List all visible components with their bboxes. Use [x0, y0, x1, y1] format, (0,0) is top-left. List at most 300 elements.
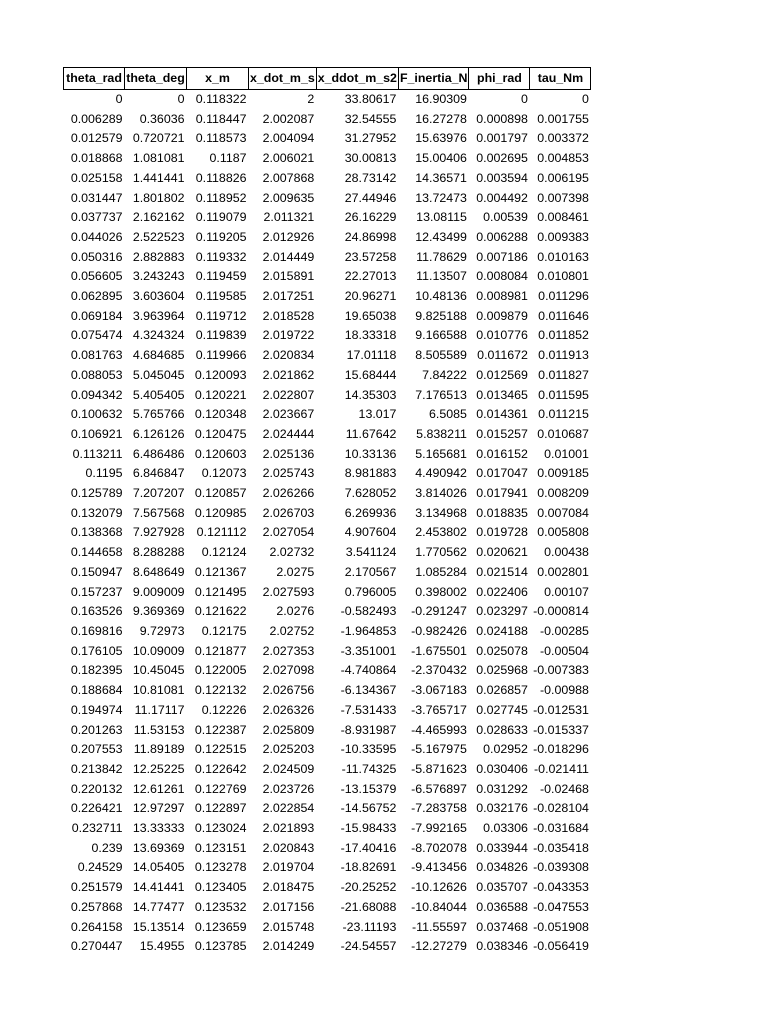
table-cell[interactable]: -0.982426	[411, 623, 467, 638]
table-cell[interactable]: 0.119332	[195, 249, 247, 264]
table-cell[interactable]: 2.012926	[262, 229, 315, 244]
table-cell[interactable]: 0.251579	[70, 880, 123, 895]
table-cell[interactable]: 16.27278	[415, 111, 467, 126]
table-cell[interactable]: 0.119585	[195, 289, 247, 304]
table-cell[interactable]: 0.150947	[70, 564, 123, 579]
table-cell[interactable]: 0.121495	[194, 584, 247, 599]
table-cell[interactable]: 15.68444	[344, 367, 397, 382]
table-cell[interactable]: 0.239	[91, 840, 123, 855]
table-cell[interactable]: 0.138368	[70, 525, 123, 540]
table-cell[interactable]: 0.144658	[70, 545, 123, 560]
table-cell[interactable]: 1.081081	[132, 151, 185, 166]
table-cell[interactable]: 12.61261	[132, 781, 185, 796]
table-cell[interactable]: 23.57258	[344, 249, 397, 264]
table-cell[interactable]: 2.006021	[262, 151, 315, 166]
table-cell[interactable]: 0.12175	[201, 623, 247, 638]
table-cell[interactable]: 0.019728	[476, 525, 528, 540]
table-cell[interactable]: 2.020843	[262, 840, 315, 855]
table-cell[interactable]: -15.98433	[340, 821, 397, 836]
table-cell[interactable]: 0.031447	[70, 190, 123, 205]
table-cell[interactable]: -0.012531	[533, 702, 589, 717]
table-cell[interactable]: 8.981883	[344, 466, 397, 481]
table-cell[interactable]: 0.106921	[70, 426, 123, 441]
table-cell[interactable]: 1.085284	[415, 564, 467, 579]
table-cell[interactable]: -11.74325	[341, 761, 397, 776]
table-cell[interactable]: 3.814026	[415, 486, 467, 501]
table-cell[interactable]: 2.020834	[262, 348, 315, 363]
table-cell[interactable]: 0.220132	[70, 781, 123, 796]
column-header[interactable]: tau_Nm	[530, 68, 591, 90]
table-cell[interactable]: -8.702078	[411, 840, 467, 855]
table-cell[interactable]: 0.001755	[537, 111, 589, 126]
table-cell[interactable]: 0.021514	[476, 564, 528, 579]
table-cell[interactable]: 3.541124	[345, 545, 397, 560]
table-cell[interactable]: 2.02732	[269, 545, 315, 560]
table-cell[interactable]: 9.72973	[139, 623, 185, 638]
table-cell[interactable]: 11.78629	[416, 249, 467, 264]
table-cell[interactable]: 1.770562	[415, 545, 467, 560]
table-cell[interactable]: 0.270447	[70, 939, 123, 954]
table-cell[interactable]: 0.002695	[476, 151, 528, 166]
table-cell[interactable]: 6.846847	[132, 466, 185, 481]
table-cell[interactable]: 3.243243	[132, 269, 185, 284]
table-cell[interactable]: 0.122769	[194, 781, 247, 796]
table-cell[interactable]: -1.675501	[411, 643, 467, 658]
table-cell[interactable]: -0.018296	[533, 742, 589, 757]
table-cell[interactable]: 0.025968	[476, 663, 528, 678]
table-cell[interactable]: 5.838211	[416, 426, 467, 441]
table-cell[interactable]: 0.003372	[537, 131, 589, 146]
table-cell[interactable]: 2.170567	[344, 564, 397, 579]
table-cell[interactable]: 0.123785	[194, 939, 247, 954]
table-cell[interactable]: 0.037468	[476, 919, 528, 934]
table-cell[interactable]: 0.030406	[476, 761, 528, 776]
table-cell[interactable]: 0.01001	[544, 446, 589, 461]
table-cell[interactable]: 0.123024	[194, 821, 247, 836]
table-cell[interactable]: 0.010776	[476, 328, 528, 343]
table-cell[interactable]: 2.027593	[262, 584, 315, 599]
table-cell[interactable]: 0.038346	[476, 939, 528, 954]
table-cell[interactable]: 27.44946	[344, 190, 397, 205]
table-cell[interactable]: 0.000898	[476, 111, 528, 126]
table-cell[interactable]: 13.017	[358, 407, 397, 422]
table-cell[interactable]: 0.017047	[476, 466, 528, 481]
table-cell[interactable]: 5.405405	[132, 387, 185, 402]
table-cell[interactable]: -17.40416	[340, 840, 397, 855]
table-cell[interactable]: 0.075474	[70, 328, 123, 343]
table-cell[interactable]: -8.931987	[340, 722, 397, 737]
table-cell[interactable]: 10.48136	[415, 289, 467, 304]
table-cell[interactable]: 8.505589	[415, 348, 467, 363]
table-cell[interactable]: 2.019704	[262, 860, 315, 875]
table-cell[interactable]: 15.63976	[415, 131, 467, 146]
table-cell[interactable]: 0.056605	[70, 269, 123, 284]
table-cell[interactable]: 8.288288	[132, 545, 185, 560]
table-cell[interactable]: 13.33333	[132, 821, 185, 836]
table-cell[interactable]: 0.1187	[209, 151, 247, 166]
column-header[interactable]: theta_rad	[64, 68, 125, 90]
table-cell[interactable]: 0.12073	[201, 466, 247, 481]
table-cell[interactable]: 30.00813	[344, 151, 397, 166]
table-cell[interactable]: 0.122387	[194, 722, 247, 737]
table-cell[interactable]: -6.576897	[411, 781, 467, 796]
table-cell[interactable]: 15.00406	[415, 151, 467, 166]
table-cell[interactable]: 2.018528	[262, 308, 315, 323]
table-cell[interactable]: 0.009383	[537, 229, 589, 244]
table-cell[interactable]: 7.84222	[422, 367, 467, 382]
table-cell[interactable]: -0.031684	[533, 821, 589, 836]
table-cell[interactable]: 2.002087	[262, 111, 315, 126]
table-cell[interactable]: 2.027054	[262, 525, 315, 540]
table-cell[interactable]: 0.118573	[195, 131, 247, 146]
table-cell[interactable]: 0.026857	[476, 683, 528, 698]
table-cell[interactable]: 0.032176	[476, 801, 528, 816]
table-cell[interactable]: -18.82691	[340, 860, 397, 875]
column-header[interactable]: x_ddot_m_s2	[316, 68, 398, 90]
table-cell[interactable]: 11.53153	[133, 722, 185, 737]
table-cell[interactable]: 2.022807	[262, 387, 315, 402]
table-cell[interactable]: 14.36571	[415, 170, 467, 185]
table-cell[interactable]: 1.801802	[132, 190, 185, 205]
table-cell[interactable]: 31.27952	[344, 131, 397, 146]
table-cell[interactable]: -21.68088	[340, 899, 397, 914]
table-cell[interactable]: -0.039308	[533, 860, 589, 875]
table-cell[interactable]: 0.007084	[537, 505, 589, 520]
table-cell[interactable]: 33.80617	[344, 92, 397, 106]
table-cell[interactable]: 0.125789	[70, 486, 123, 501]
column-header[interactable]: F_inertia_N	[398, 68, 468, 90]
table-cell[interactable]: -5.871623	[411, 761, 467, 776]
column-header[interactable]: x_m	[187, 68, 249, 90]
table-cell[interactable]: 0.123151	[194, 840, 247, 855]
table-cell[interactable]: 0.023297	[476, 604, 528, 619]
table-cell[interactable]: 0.201263	[70, 722, 123, 737]
table-cell[interactable]: 0.118322	[195, 92, 247, 106]
table-cell[interactable]: 10.09009	[132, 643, 185, 658]
table-cell[interactable]: 0.011827	[538, 367, 589, 382]
table-cell[interactable]: 0.036588	[476, 899, 528, 914]
table-cell[interactable]: 0.028633	[476, 722, 528, 737]
table-cell[interactable]: -13.15379	[340, 781, 397, 796]
table-cell[interactable]: 0.119712	[195, 308, 247, 323]
table-cell[interactable]: 2.024444	[262, 426, 315, 441]
table-cell[interactable]: -1.964853	[340, 623, 397, 638]
table-cell[interactable]: 0.157237	[70, 584, 123, 599]
table-cell[interactable]: 0.010801	[537, 269, 589, 284]
table-cell[interactable]: 0.011646	[538, 308, 589, 323]
column-header[interactable]: phi_rad	[469, 68, 530, 90]
table-cell[interactable]: 0.024188	[476, 623, 528, 638]
table-cell[interactable]: 0.025078	[476, 643, 528, 658]
table-cell[interactable]: 4.907604	[344, 525, 397, 540]
table-cell[interactable]: 0.121622	[194, 604, 247, 619]
table-cell[interactable]: 9.369369	[132, 604, 185, 619]
table-cell[interactable]: 2.0275	[276, 564, 315, 579]
table-cell[interactable]: 2.015748	[262, 919, 315, 934]
table-cell[interactable]: 0.132079	[70, 505, 123, 520]
table-cell[interactable]: -0.028104	[533, 801, 589, 816]
table-cell[interactable]: 0.020621	[476, 545, 528, 560]
table-cell[interactable]: 13.08115	[416, 210, 467, 225]
table-cell[interactable]: -0.051908	[533, 919, 589, 934]
table-cell[interactable]: 0.011215	[538, 407, 589, 422]
table-cell[interactable]: -4.740864	[340, 663, 397, 678]
table-cell[interactable]: 2.0276	[276, 604, 315, 619]
table-cell[interactable]: 0.016152	[476, 446, 528, 461]
table-cell[interactable]: 2.023726	[262, 781, 315, 796]
table-cell[interactable]: 2.024509	[262, 761, 315, 776]
table-cell[interactable]: 0	[177, 92, 185, 106]
table-cell[interactable]: 7.207207	[132, 486, 185, 501]
table-cell[interactable]: 2.025136	[262, 446, 315, 461]
table-cell[interactable]: 2.025809	[262, 722, 315, 737]
table-cell[interactable]: 0.120348	[194, 407, 247, 422]
table-cell[interactable]: -10.33595	[340, 742, 397, 757]
table-cell[interactable]: 2.017251	[262, 289, 315, 304]
table-cell[interactable]: 9.166588	[415, 328, 467, 343]
table-cell[interactable]: 0.120985	[194, 505, 247, 520]
table-cell[interactable]: 0.213842	[70, 761, 123, 776]
table-cell[interactable]: 18.33318	[344, 328, 397, 343]
table-cell[interactable]: 5.165681	[415, 446, 467, 461]
table-cell[interactable]: -2.370432	[411, 663, 467, 678]
table-cell[interactable]: -0.047553	[533, 899, 589, 914]
table-cell[interactable]: 0.121367	[194, 564, 247, 579]
table-cell[interactable]: 0.022406	[476, 584, 528, 599]
table-cell[interactable]: 7.628052	[344, 486, 397, 501]
table-cell[interactable]: -0.00988	[540, 683, 589, 698]
table-cell[interactable]: 0.007398	[537, 190, 589, 205]
table-cell[interactable]: -3.067183	[411, 683, 467, 698]
table-cell[interactable]: 0.123405	[194, 880, 247, 895]
table-cell[interactable]: 0.027745	[476, 702, 528, 717]
table-cell[interactable]: 19.65038	[344, 308, 397, 323]
table-cell[interactable]: 0.002801	[537, 564, 589, 579]
table-cell[interactable]: -24.54557	[340, 939, 397, 954]
table-cell[interactable]: 0.232711	[71, 821, 123, 836]
table-cell[interactable]: 0.004853	[537, 151, 589, 166]
table-cell[interactable]: 2.004094	[262, 131, 315, 146]
table-cell[interactable]: 14.77477	[132, 899, 185, 914]
table-cell[interactable]: 0.264158	[70, 919, 123, 934]
table-cell[interactable]: 0.001797	[476, 131, 528, 146]
table-cell[interactable]: 15.4955	[139, 939, 185, 954]
table-cell[interactable]: 14.35303	[344, 387, 397, 402]
table-cell[interactable]: 0.094342	[70, 387, 123, 402]
table-cell[interactable]: 6.126126	[132, 426, 185, 441]
table-cell[interactable]: 0.118447	[195, 111, 247, 126]
table-cell[interactable]: 17.01118	[346, 348, 397, 363]
table-cell[interactable]: 0.018835	[476, 505, 528, 520]
table-cell[interactable]: 10.81081	[132, 683, 185, 698]
table-cell[interactable]: 0.037737	[70, 210, 123, 225]
table-cell[interactable]: 0.194974	[70, 702, 123, 717]
table-cell[interactable]: -5.167975	[411, 742, 467, 757]
table-cell[interactable]: 2.026756	[262, 683, 315, 698]
table-cell[interactable]: 2.021862	[262, 367, 315, 382]
table-cell[interactable]: 0.011595	[538, 387, 589, 402]
table-cell[interactable]: 8.648649	[132, 564, 185, 579]
table-cell[interactable]: 11.89189	[133, 742, 185, 757]
table-cell[interactable]: 0.008981	[476, 289, 528, 304]
table-cell[interactable]: 0.03306	[483, 821, 528, 836]
table-cell[interactable]: 0.119459	[195, 269, 247, 284]
table-cell[interactable]: 0.00107	[544, 584, 589, 599]
table-cell[interactable]: 20.96271	[344, 289, 397, 304]
table-cell[interactable]: 0	[521, 92, 528, 106]
table-cell[interactable]: -10.84044	[411, 899, 467, 914]
table-cell[interactable]: 2.021893	[262, 821, 315, 836]
table-cell[interactable]: -3.765717	[411, 702, 467, 717]
table-cell[interactable]: -0.021411	[534, 761, 589, 776]
table-cell[interactable]: -6.134367	[340, 683, 397, 698]
table-cell[interactable]: 2.02752	[269, 623, 315, 638]
table-cell[interactable]: 2.017156	[262, 899, 315, 914]
table-cell[interactable]: -0.056419	[533, 939, 589, 954]
table-cell[interactable]: 0.24529	[77, 860, 123, 875]
table-cell[interactable]: 0.122515	[194, 742, 247, 757]
table-cell[interactable]: 0.00539	[483, 210, 528, 225]
table-cell[interactable]: -0.000814	[533, 604, 589, 619]
table-cell[interactable]: 0.176105	[70, 643, 123, 658]
table-cell[interactable]: 0.034826	[476, 860, 528, 875]
table-cell[interactable]: 3.603604	[132, 289, 185, 304]
table-cell[interactable]: 3.963964	[132, 308, 185, 323]
table-cell[interactable]: 0.12124	[201, 545, 247, 560]
table-cell[interactable]: 0	[115, 92, 123, 106]
table-cell[interactable]: 0.120221	[194, 387, 247, 402]
table-cell[interactable]: -7.283758	[411, 801, 467, 816]
table-cell[interactable]: 11.67642	[345, 426, 397, 441]
table-cell[interactable]: 0.36036	[139, 111, 185, 126]
table-cell[interactable]: 0.088053	[70, 367, 123, 382]
table-cell[interactable]: 2.162162	[132, 210, 185, 225]
table-cell[interactable]: 0.123278	[194, 860, 247, 875]
column-header[interactable]: x_dot_m_s	[249, 68, 317, 90]
table-cell[interactable]: 0.122132	[194, 683, 247, 698]
table-cell[interactable]: 0.122005	[194, 663, 247, 678]
table-cell[interactable]: 0.008084	[476, 269, 528, 284]
table-cell[interactable]: 0.123659	[194, 919, 247, 934]
table-cell[interactable]: 0.163526	[70, 604, 123, 619]
table-cell[interactable]: 2.026326	[262, 702, 315, 717]
table-cell[interactable]: 0.188684	[70, 683, 123, 698]
table-cell[interactable]: 2.026266	[262, 486, 315, 501]
table-cell[interactable]: 0.796005	[344, 584, 397, 599]
table-cell[interactable]: -14.56752	[340, 801, 397, 816]
table-cell[interactable]: 0.009185	[537, 466, 589, 481]
table-cell[interactable]: 0.081763	[70, 348, 123, 363]
table-cell[interactable]: 2.027353	[262, 643, 315, 658]
table-cell[interactable]: 16.90309	[415, 92, 467, 106]
table-cell[interactable]: 2.009635	[262, 190, 315, 205]
table-cell[interactable]: 2.026703	[262, 505, 315, 520]
table-cell[interactable]: 5.045045	[132, 367, 185, 382]
table-cell[interactable]: 0.010687	[537, 426, 589, 441]
table-cell[interactable]: 0.123532	[194, 899, 247, 914]
table-cell[interactable]: 2.014449	[262, 249, 315, 264]
table-cell[interactable]: 2.027098	[262, 663, 315, 678]
table-cell[interactable]: 2.022854	[262, 801, 315, 816]
table-cell[interactable]: -7.531433	[340, 702, 397, 717]
table-cell[interactable]: 0.004492	[476, 190, 528, 205]
table-cell[interactable]: -0.035418	[533, 840, 589, 855]
table-cell[interactable]: 0.011852	[538, 328, 589, 343]
table-cell[interactable]: 0.120603	[194, 446, 247, 461]
table-cell[interactable]: 3.134968	[415, 505, 467, 520]
table-cell[interactable]: 0.007186	[476, 249, 528, 264]
table-cell[interactable]: 0.398002	[415, 584, 467, 599]
table-cell[interactable]: 2.014249	[262, 939, 315, 954]
table-cell[interactable]: -0.582493	[340, 604, 397, 619]
table-cell[interactable]: 0.02952	[483, 742, 528, 757]
table-cell[interactable]: 0.182395	[70, 663, 123, 678]
table-cell[interactable]: -23.11193	[342, 919, 397, 934]
column-header[interactable]: theta_deg	[125, 68, 187, 90]
table-cell[interactable]: 32.54555	[344, 111, 397, 126]
table-cell[interactable]: 0.122642	[194, 761, 247, 776]
table-cell[interactable]: 0.006289	[70, 111, 123, 126]
table-cell[interactable]: 0.00438	[544, 545, 589, 560]
table-cell[interactable]: -0.00504	[540, 643, 589, 658]
table-cell[interactable]: -0.00285	[540, 623, 589, 638]
table-cell[interactable]: 0.014361	[476, 407, 528, 422]
table-cell[interactable]: 13.72473	[415, 190, 467, 205]
table-cell[interactable]: -11.55597	[412, 919, 467, 934]
table-cell[interactable]: 2.011321	[263, 210, 315, 225]
table-cell[interactable]: 13.69369	[132, 840, 185, 855]
table-cell[interactable]: 24.86998	[344, 229, 397, 244]
table-cell[interactable]: 0.011296	[538, 289, 589, 304]
table-cell[interactable]: 0	[582, 92, 589, 106]
table-cell[interactable]: 14.41441	[132, 880, 185, 895]
table-cell[interactable]: 0.118826	[195, 170, 247, 185]
table-cell[interactable]: 0.044026	[70, 229, 123, 244]
table-cell[interactable]: 2.522523	[132, 229, 185, 244]
table-cell[interactable]: 4.490942	[415, 466, 467, 481]
table-cell[interactable]: 0.003594	[476, 170, 528, 185]
table-cell[interactable]: -0.043353	[533, 880, 589, 895]
table-cell[interactable]: 9.825188	[415, 308, 467, 323]
table-cell[interactable]: 0.013465	[476, 387, 528, 402]
table-cell[interactable]: 0.120475	[194, 426, 247, 441]
table-cell[interactable]: 0.069184	[70, 308, 123, 323]
table-cell[interactable]: 0.011913	[538, 348, 589, 363]
table-cell[interactable]: 0.100632	[70, 407, 123, 422]
table-cell[interactable]: 2.015891	[262, 269, 315, 284]
table-cell[interactable]: -12.27279	[411, 939, 467, 954]
table-cell[interactable]: 0.169816	[70, 623, 123, 638]
table-cell[interactable]: 7.927928	[132, 525, 185, 540]
table-cell[interactable]: 26.16229	[344, 210, 397, 225]
table-cell[interactable]: 0.006288	[476, 229, 528, 244]
table-cell[interactable]: -3.351001	[340, 643, 397, 658]
table-cell[interactable]: 0.031292	[476, 781, 528, 796]
table-cell[interactable]: 11.13507	[416, 269, 467, 284]
table-cell[interactable]: 10.33136	[344, 446, 397, 461]
table-cell[interactable]: 0.018868	[70, 151, 123, 166]
table-cell[interactable]: 0.121877	[194, 643, 247, 658]
table-cell[interactable]: 14.05405	[132, 860, 185, 875]
table-cell[interactable]: 10.45045	[132, 663, 185, 678]
table-cell[interactable]: 0.119205	[195, 229, 247, 244]
table-cell[interactable]: 7.567568	[132, 505, 185, 520]
table-cell[interactable]: 2.007868	[262, 170, 315, 185]
table-cell[interactable]: 12.25225	[132, 761, 185, 776]
table-cell[interactable]: 0.005808	[537, 525, 589, 540]
table-cell[interactable]: 15.13514	[132, 919, 185, 934]
table-cell[interactable]: 2.453802	[415, 525, 467, 540]
